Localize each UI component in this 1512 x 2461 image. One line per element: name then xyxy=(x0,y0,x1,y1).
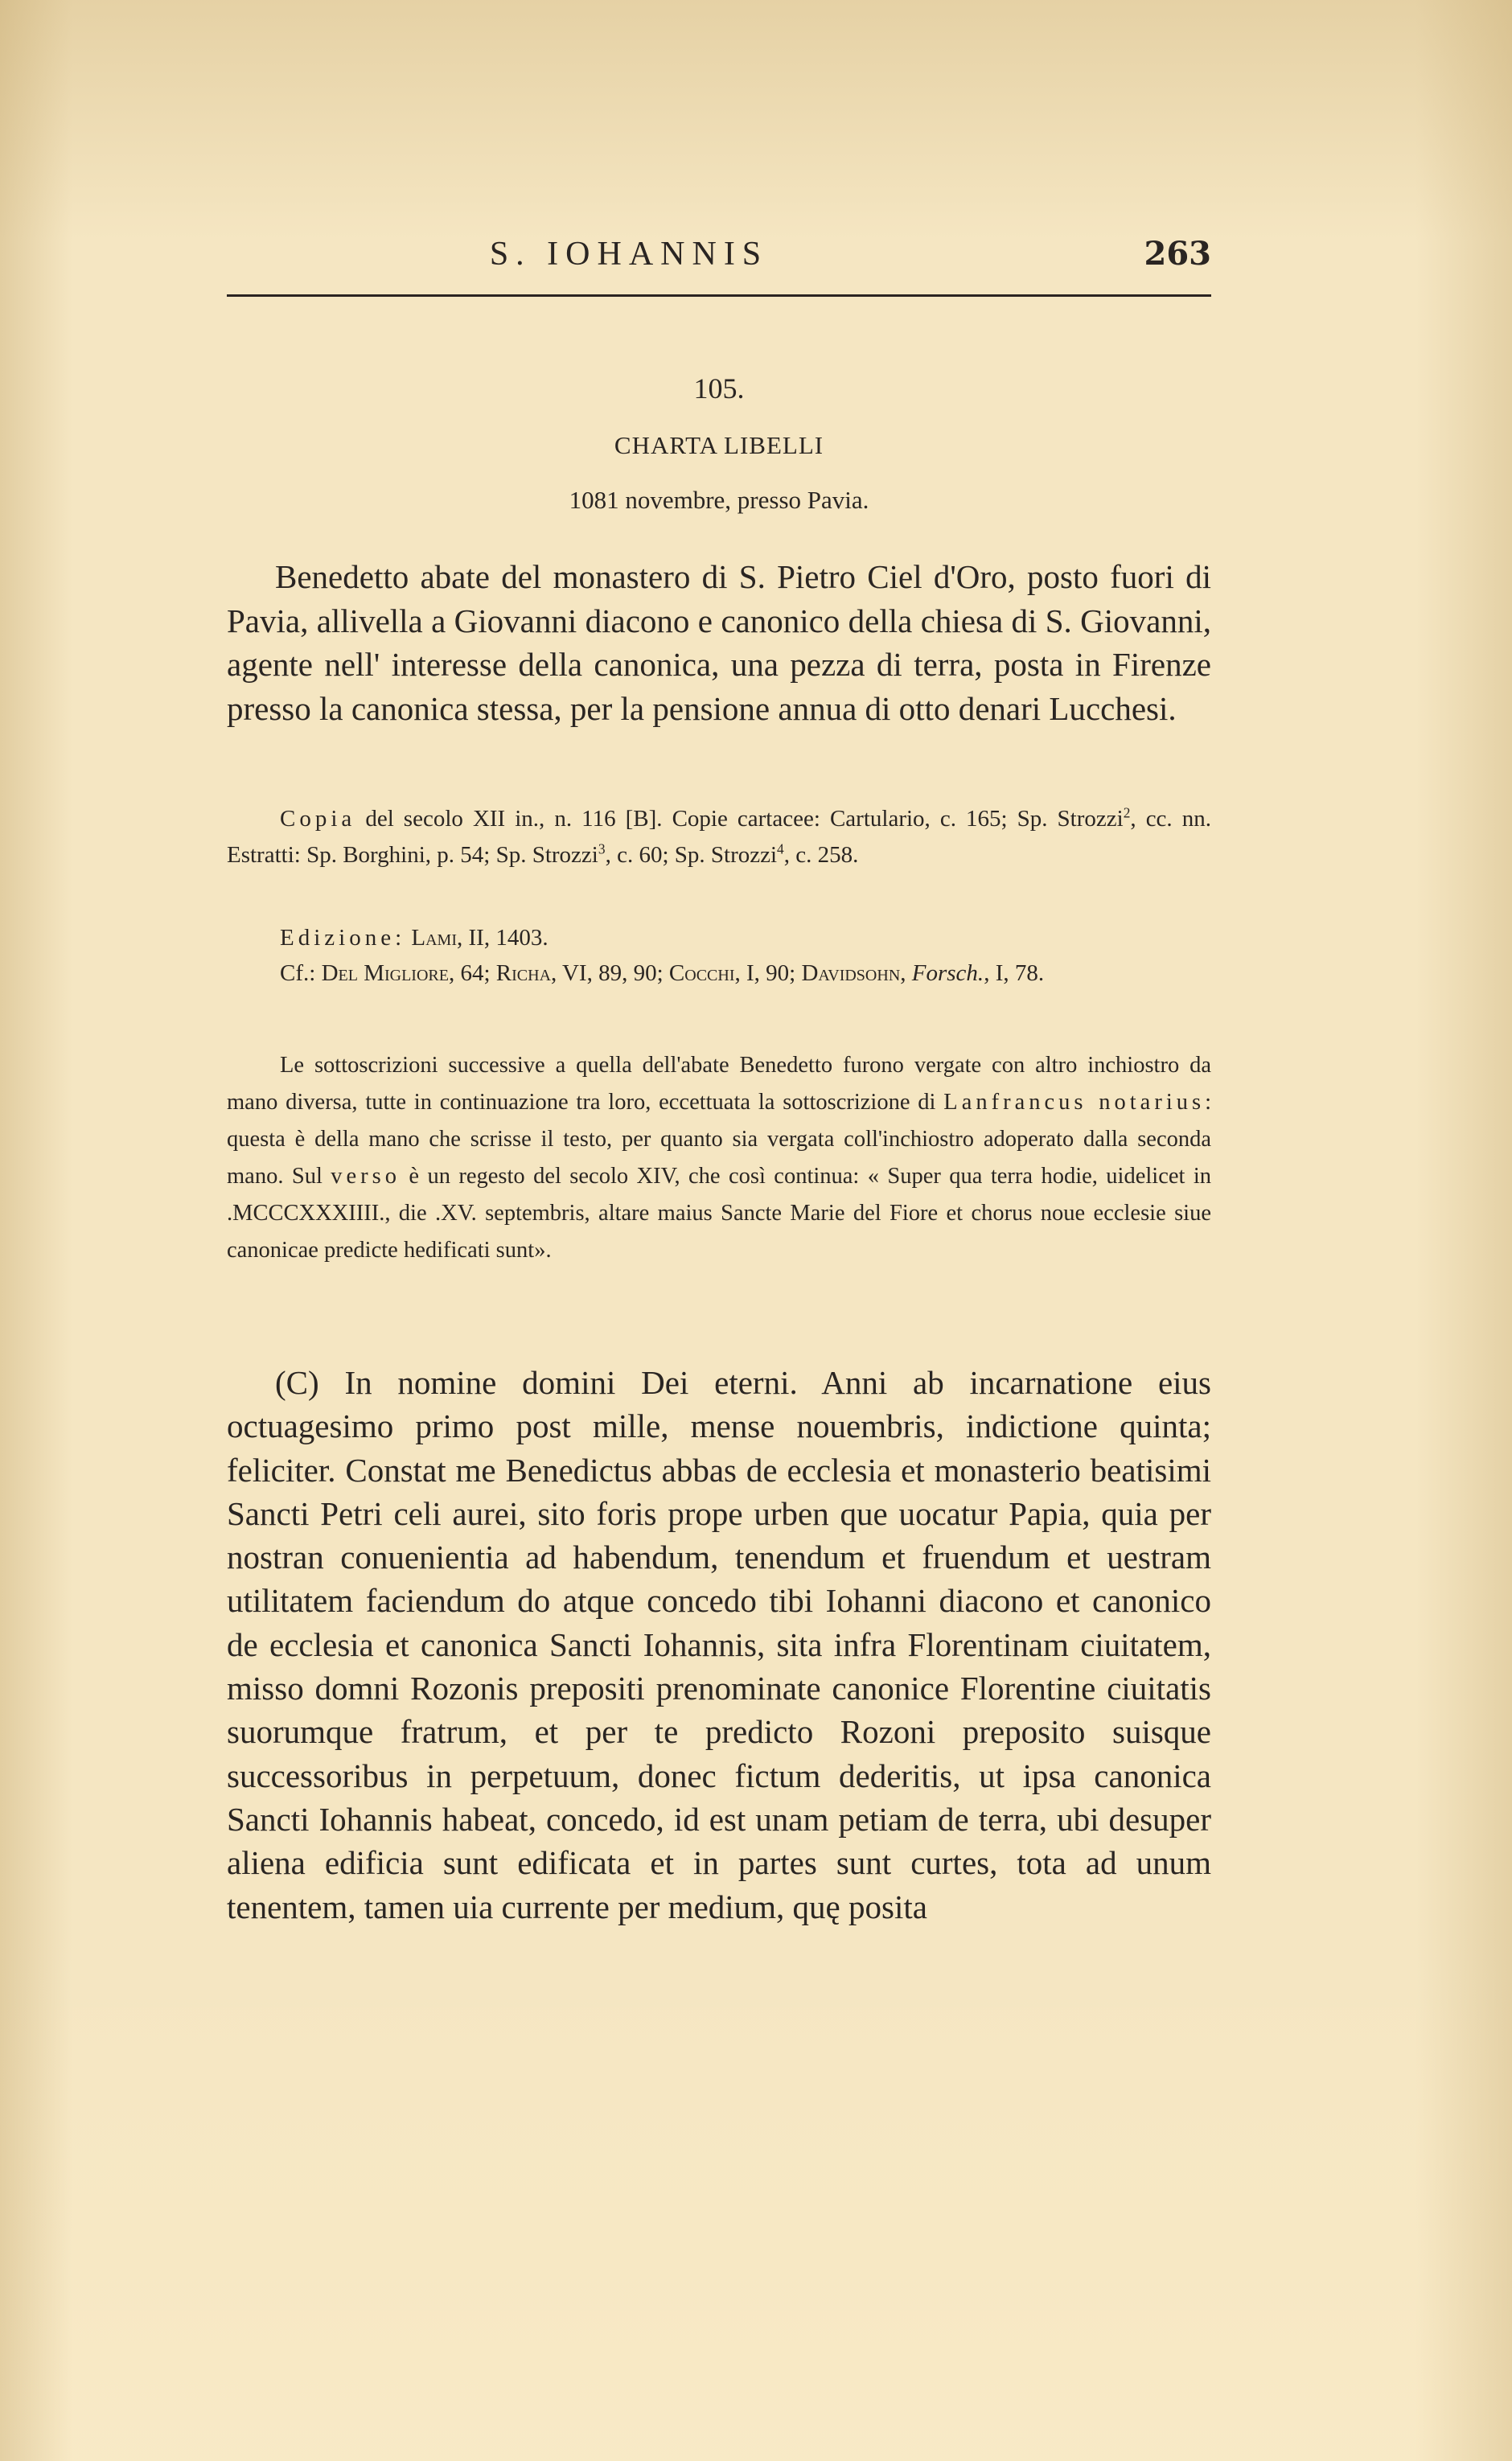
cf-ref-2: , VI, 89, 90; xyxy=(551,960,669,986)
cf-author-davidsohn: Davidsohn xyxy=(801,960,901,986)
cf-author-richa: Richa xyxy=(495,960,552,986)
document-title: CHARTA LIBELLI xyxy=(614,431,824,459)
charter-text: (C) In nomine domini Dei eterni. Anni ab incarnatione eius octuagesimo primo post mille, mense nouembris, indictione quinta; feliciter. Constat me Benedictus abbas de ecclesia et monasterio beatisimi Sancti Petri celi aurei, sito foris prope urben que uocatur Papia, quia per nostran conuenientia ad habendum, tenendum et fruendum et uestram utilitatem faciendum do atque concedo tibi Iohanni diacono et canonico de ecclesia et canonica Sancti Iohannis, sita infra Florentinam ciuitatem, misso domni Rozonis prepositi prenominate canonice Florentine ciuitatis suorumque fratrum, et per te predicto Rozoni preposito suisque successoribus in perpetuum, donec fictum dederitis, ut ipsa canonica Sancti Iohannis habeat, concedo, id est unam petiam de terra, ubi desuper aliena edificia sunt edificata et in partes sunt curtes, tota ad unum tenentem, tamen uia currente per medium, quę posita xyxy=(227,1364,1211,1925)
copia-text-3: , c. 60; Sp. Strozzi xyxy=(605,842,778,868)
copia-text-4: , c. 258. xyxy=(783,842,859,868)
superscript-3: 3 xyxy=(598,840,606,857)
cf-author-del-migliore: Del Migliore xyxy=(321,960,449,986)
apparatus-copia xyxy=(227,801,1211,873)
page-number: 263 xyxy=(1144,235,1211,273)
apparatus-sottoscrizioni xyxy=(227,1047,1211,1269)
sotto-spaced-lanfrancus: Lanfrancus notarius xyxy=(943,1090,1206,1115)
superscript-2: 2 xyxy=(1123,804,1131,821)
cf-ref-1: , 64; xyxy=(448,960,496,986)
sotto-text-2: : questa è della mano che scrisse il testo, per quanto sia vergata coll'inchiostro adoperato dalla seconda mano. Sul xyxy=(227,1090,1212,1189)
edizione-label: Edizione: xyxy=(280,925,406,951)
copia-label: Copia xyxy=(280,806,356,832)
running-head xyxy=(227,235,1211,283)
copia-text-1: del secolo XII in., n. 116 [B]. Copie cartacee: Cartulario, c. 165; Sp. Strozzi xyxy=(355,806,1124,832)
cf-ref-3: , I, 90; xyxy=(734,960,802,986)
header-rule xyxy=(227,294,1211,297)
document-date-place: 1081 novembre, presso Pavia. xyxy=(569,486,869,514)
sotto-spaced-verso: verso xyxy=(331,1164,401,1189)
apparatus-cf xyxy=(227,955,1211,992)
cf-label: Cf.: xyxy=(280,960,316,986)
cf-sep: , xyxy=(900,960,912,986)
cf-title-forsch: Forsch. xyxy=(911,960,984,986)
copia-text-2: , cc. nn. Estratti: Sp. Borghini, p. 54; Sp. Strozzi xyxy=(227,806,1211,868)
sotto-text-3: è un regesto del secolo XIV, che così continua: « Super qua terra hodie, uidelicet in .MCCCXXXIIII., die .XV. septembris, altare maius Sancte Marie del Fiore et chorus noue ecclesie siue canonicae predicte hedificati sunt». xyxy=(227,1164,1212,1263)
edizione-author: Lami xyxy=(411,925,457,951)
cf-ref-4: , I, 78. xyxy=(984,960,1045,986)
running-title: S. IOHANNIS xyxy=(489,236,769,273)
document-number: 105. xyxy=(693,372,745,405)
sotto-text-1: Le sottoscrizioni successive a quella dell'abate Benedetto furono vergate con altro inchiostro da mano diversa, tutte in continuazione tra loro, eccettuata la sottoscrizione di xyxy=(227,1053,1211,1115)
edizione-ref: , II, 1403. xyxy=(457,925,549,951)
cf-author-cocchi: Cocchi xyxy=(668,960,735,986)
superscript-4: 4 xyxy=(777,840,784,857)
apparatus-edizione xyxy=(227,920,1211,956)
regesto-summary: Benedetto abate del monastero di S. Pietro Ciel d'Oro, posto fuori di Pavia, allivella a Giovanni diacono e canonico della chiesa di S. Giovanni, agente nell' interesse della canonica, una pezza di terra, posta in Firenze presso la canonica stessa, per la pensione annua di otto denari Lucchesi. xyxy=(227,558,1211,727)
